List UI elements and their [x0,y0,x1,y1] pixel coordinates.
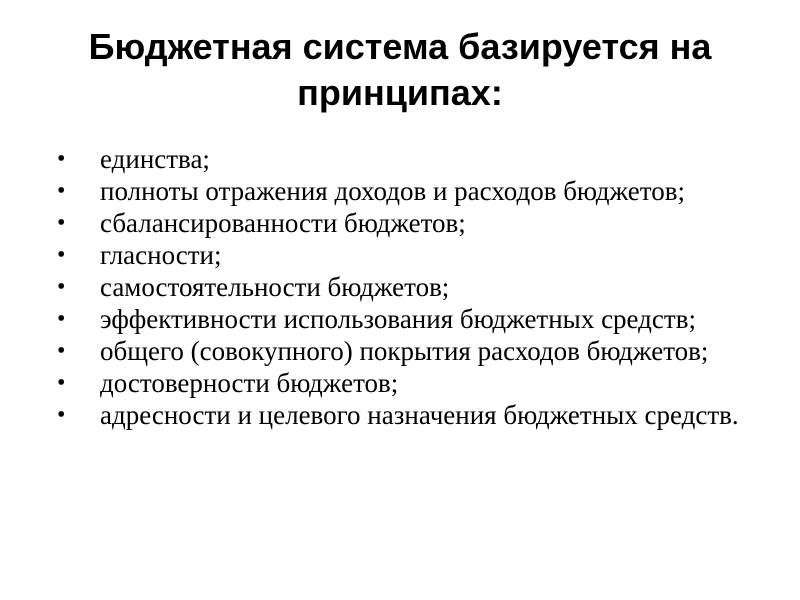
list-item [0,241,800,269]
bullet-icon: • [57,146,66,172]
bullet-icon: • [57,370,66,396]
list-item [0,145,800,173]
list-item-text: достоверности бюджетов; [100,368,399,398]
list-item-text: полноты отражения доходов и расходов бюджетов; [100,176,685,206]
bullet-icon: • [57,178,66,204]
list-item-text: сбалансированности бюджетов; [100,208,466,238]
list-item-text: самостоятельности бюджетов; [100,272,450,302]
list-item [0,337,800,365]
list-item-text: единства; [100,144,210,174]
bullet-icon: • [57,338,66,364]
list-item [0,177,800,205]
bullet-icon: • [57,274,66,300]
list-item [0,273,800,301]
list-item-text: общего (совокупного) покрытия расходов бюджетов; [100,336,709,366]
list-item [0,369,800,397]
list-item-text: гласности; [100,240,222,270]
list-item-text: адресности и целевого назначения бюджетных средств. [100,400,739,430]
list-item [0,209,800,237]
principles-list [0,145,800,433]
list-item [0,305,800,333]
list-item [0,401,800,429]
bullet-icon: • [57,210,66,236]
list-item-text: эффективности использования бюджетных средств; [100,304,696,334]
bullet-icon: • [57,402,66,428]
bullet-icon: • [57,242,66,268]
bullet-icon: • [57,306,66,332]
slide-title: Бюджетная система базируется на принципах: [88,26,712,113]
